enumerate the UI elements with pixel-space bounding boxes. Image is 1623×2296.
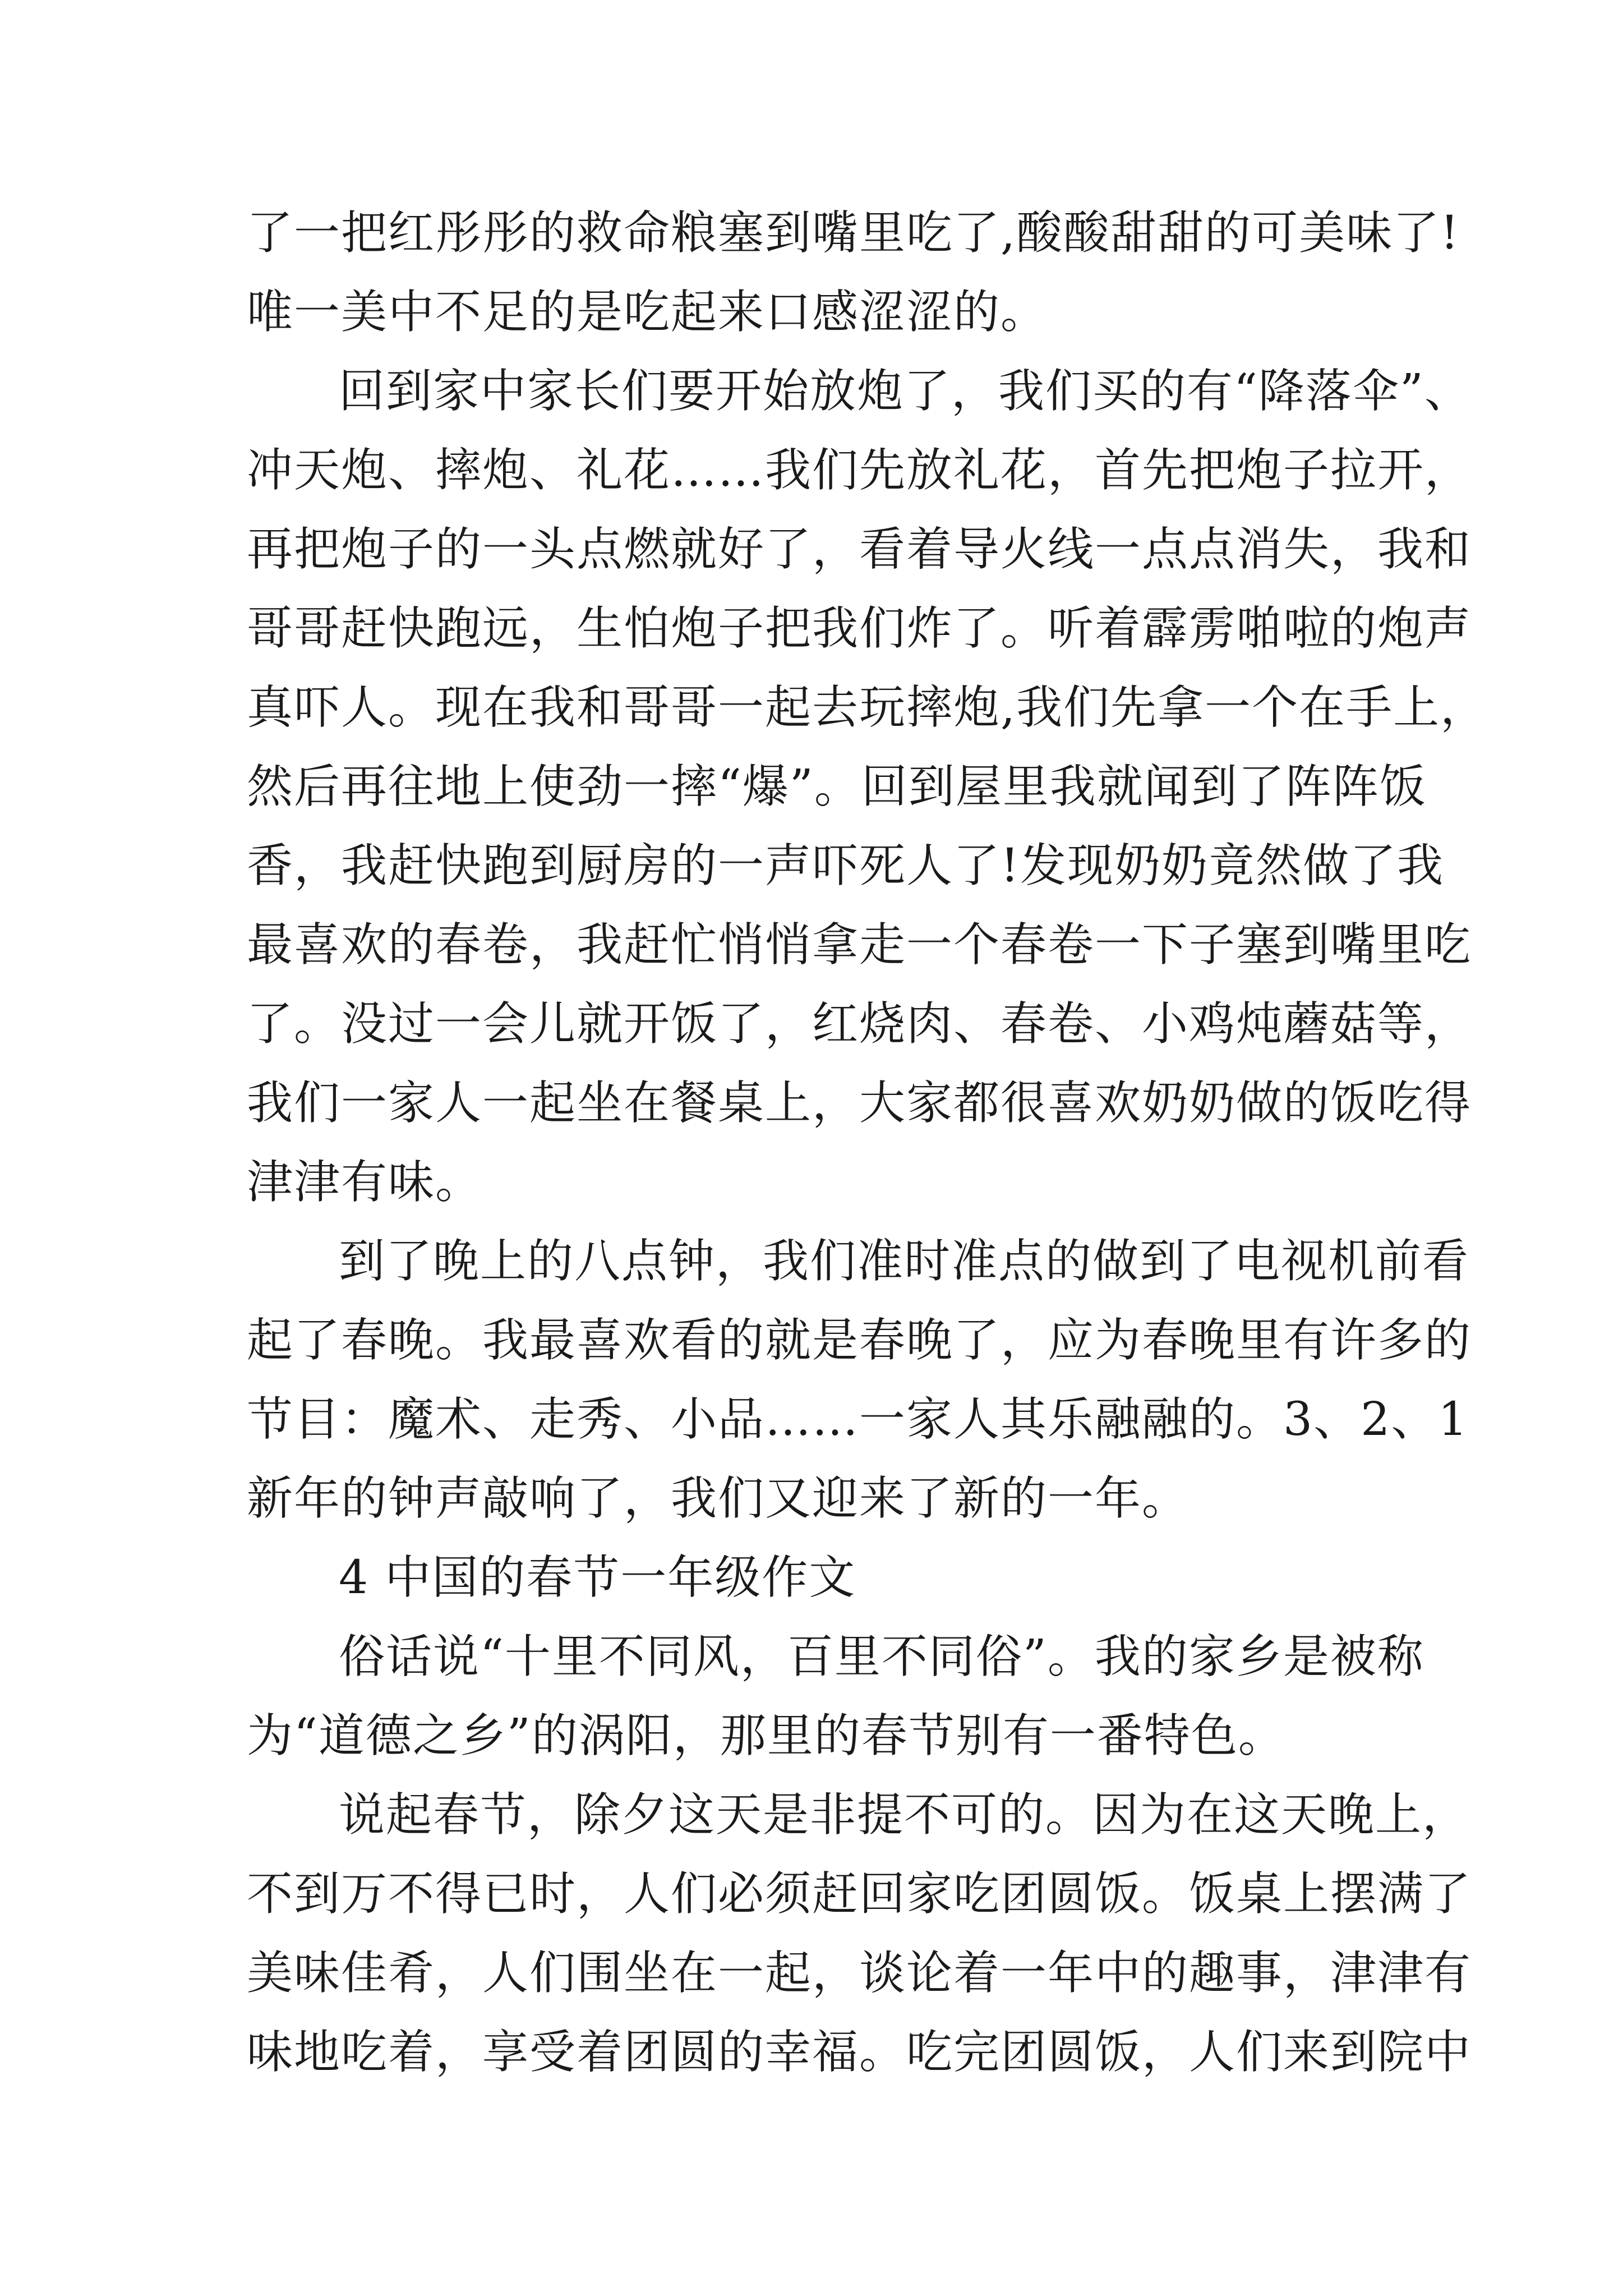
text-line: 回到家中家长们要开始放炮了，我们买的有“降落伞”、 (339, 365, 1472, 418)
text-line: 再把炮子的一头点燃就好了，看着导火线一点点消失，我和 (247, 523, 1472, 576)
section-heading: 4 中国的春节一年级作文 (339, 1551, 856, 1604)
text-line: 香，我赶快跑到厨房的一声吓死人了!发现奶奶竟然做了我 (247, 839, 1444, 892)
text-line: 不到万不得已时，人们必须赶回家吃团圆饭。饭桌上摆满了 (247, 1867, 1472, 1921)
text-line: 最喜欢的春卷，我赶忙悄悄拿走一个春卷一下子塞到嘴里吃 (247, 918, 1472, 972)
text-line: 了。没过一会儿就开饭了，红烧肉、春卷、小鸡炖蘑菇等， (247, 997, 1472, 1051)
essay-body (247, 194, 1488, 2092)
text-line: 为“道德之乡”的涡阳，那里的春节别有一番特色。 (247, 1709, 1285, 1763)
text-line: 味地吃着，享受着团圆的幸福。吃完团圆饭，人们来到院中 (247, 2026, 1472, 2079)
text-line: 美味佳肴，人们围坐在一起，谈论着一年中的趣事，津津有 (247, 1947, 1472, 2000)
text-line: 然后再往地上使劲一摔“爆”。回到屋里我就闻到了阵阵饭 (247, 760, 1427, 813)
text-line: 了一把红彤彤的救命粮塞到嘴里吃了,酸酸甜甜的可美味了! (247, 206, 1460, 260)
text-line: 起了春晚。我最喜欢看的就是春晚了，应为春晚里有许多的 (247, 1314, 1472, 1367)
text-line: 节目：魔术、走秀、小品……一家人其乐融融的。3、2、1 (247, 1393, 1469, 1446)
text-line: 冲天炮、摔炮、礼花……我们先放礼花，首先把炮子拉开， (247, 444, 1472, 497)
text-line: 俗话说“十里不同风，百里不同俗”。我的家乡是被称 (339, 1630, 1424, 1683)
text-line: 唯一美中不足的是吃起来口感涩涩的。 (247, 286, 1048, 339)
text-line: 真吓人。现在我和哥哥一起去玩摔炮,我们先拿一个在手上， (247, 681, 1488, 734)
text-line: 新年的钟声敲响了，我们又迎来了新的一年。 (247, 1472, 1189, 1525)
text-line: 我们一家人一起坐在餐桌上，大家都很喜欢奶奶做的饭吃得 (247, 1076, 1472, 1130)
text-line: 说起春节，除夕这天是非提不可的。因为在这天晚上， (339, 1788, 1470, 1842)
text-line: 津津有味。 (247, 1156, 483, 1209)
text-line: 到了晚上的八点钟，我们准时准点的做到了电视机前看 (339, 1235, 1470, 1288)
text-line: 哥哥赶快跑远，生怕炮子把我们炸了。听着霹雳啪啦的炮声 (247, 602, 1472, 655)
